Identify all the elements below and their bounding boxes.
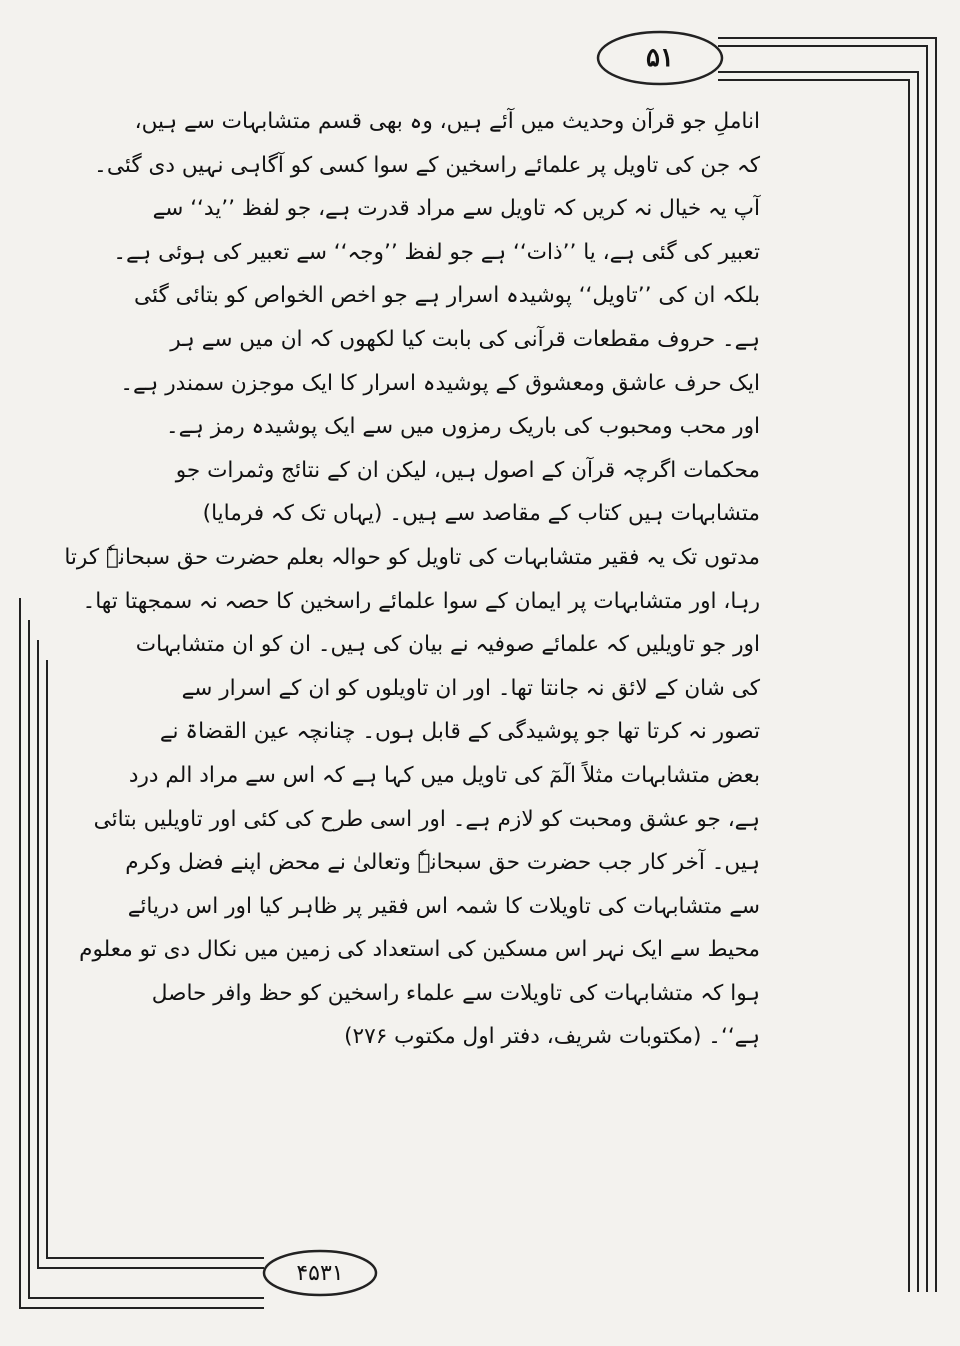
text-line: آپ یہ خیال نہ کریں کہ تاویل سے مراد قدرت ہے، جو لفظ ’’ید‘‘ سے <box>152 196 760 222</box>
text-line: کی شان کے لائق نہ جانتا تھا۔ اور ان تاویلوں کو ان کے اسرار سے <box>181 675 760 701</box>
text-line: محکمات اگرچہ قرآن کے اصول ہیں، لیکن ان کے نتائج وثمرات جو <box>175 457 760 483</box>
footer-reference-number: ۴۵۳۱ <box>296 1260 344 1286</box>
text-line: مدتوں تک یہ فقیر متشابہات کی تاویل کو حوالہ بعلم حضرت حق سبحانہٗ کرتا <box>64 544 760 570</box>
text-line: بلکہ ان کی ’’تاویل‘‘ پوشیدہ اسرار ہے جو اخص الخواص کو بتائی گئی <box>133 283 760 309</box>
text-line: ہے۔ حروف مقطعات قرآنی کی بابت کیا لکھوں کہ ان میں سے ہر <box>170 326 760 352</box>
text-line: رہا، اور متشابہات پر ایمان کے سوا علمائے راسخین کا حصہ نہ سمجھتا تھا۔ <box>82 588 760 614</box>
text-line: ایک حرف عاشق ومعشوق کے پوشیدہ اسرار کا ایک موجزن سمندر ہے۔ <box>120 370 760 396</box>
text-line: ہوا کہ متشابہات کی تاویلات سے علماء راسخین کو حظ وافر حاصل <box>151 980 760 1006</box>
text-line: ہیں۔ آخر کار جب حضرت حق سبحانہٗ وتعالیٰ نے محض اپنے فضل وکرم <box>125 850 760 876</box>
text-line: بعض متشابہات مثلاً الٓمٓ کی تاویل میں کہا ہے کہ اس سے مراد الم درد <box>128 762 760 788</box>
text-line: کہ جن کی تاویل پر علمائے راسخین کے سوا کسی کو آگاہی نہیں دی گئی۔ <box>94 152 760 178</box>
text-line: تصور نہ کرتا تھا جو پوشیدگی کے قابل ہوں۔ چنانچہ عین القضاۃ نے <box>159 719 760 745</box>
page-number: ۵۱ <box>646 43 674 73</box>
text-line: اناملِ جو قرآن وحدیث میں آئے ہیں، وہ بھی قسم متشابہات سے ہیں، <box>134 109 760 134</box>
text-line: تعبیر کی گئی ہے، یا ’’ذات‘‘ ہے جو لفظ ’’وجہ‘‘ سے تعبیر کی ہوئی ہے۔ <box>113 239 760 265</box>
text-line: اور جو تاویلیں کہ علمائے صوفیہ نے بیان کی ہیں۔ ان کو ان متشابہات <box>135 632 760 658</box>
text-line: متشابہات ہیں کتاب کے مقاصد سے ہیں۔ (یہاں تک کہ فرمایا) <box>202 501 760 527</box>
text-line: اور محب ومحبوب کی باریک رمزوں میں سے ایک پوشیدہ رمز ہے۔ <box>165 414 760 440</box>
text-line: محیط سے ایک نہر اس مسکین کی استعداد کی زمین میں نکال دی تو معلوم <box>79 937 760 963</box>
text-line: ہے‘‘۔ (مکتوبات شریف، دفتر اول مکتوب ۲۷۶) <box>344 1024 760 1050</box>
urdu-body-text <box>64 100 760 1190</box>
text-line: ہے، جو عشق ومحبت کو لازم ہے۔ اور اسی طرح کی کئی اور تاویلیں بتائی <box>93 806 760 832</box>
text-line: سے متشابہات کی تاویلات کا شمہ اس فقیر پر ظاہر کیا اور اس دریائے <box>127 893 760 919</box>
